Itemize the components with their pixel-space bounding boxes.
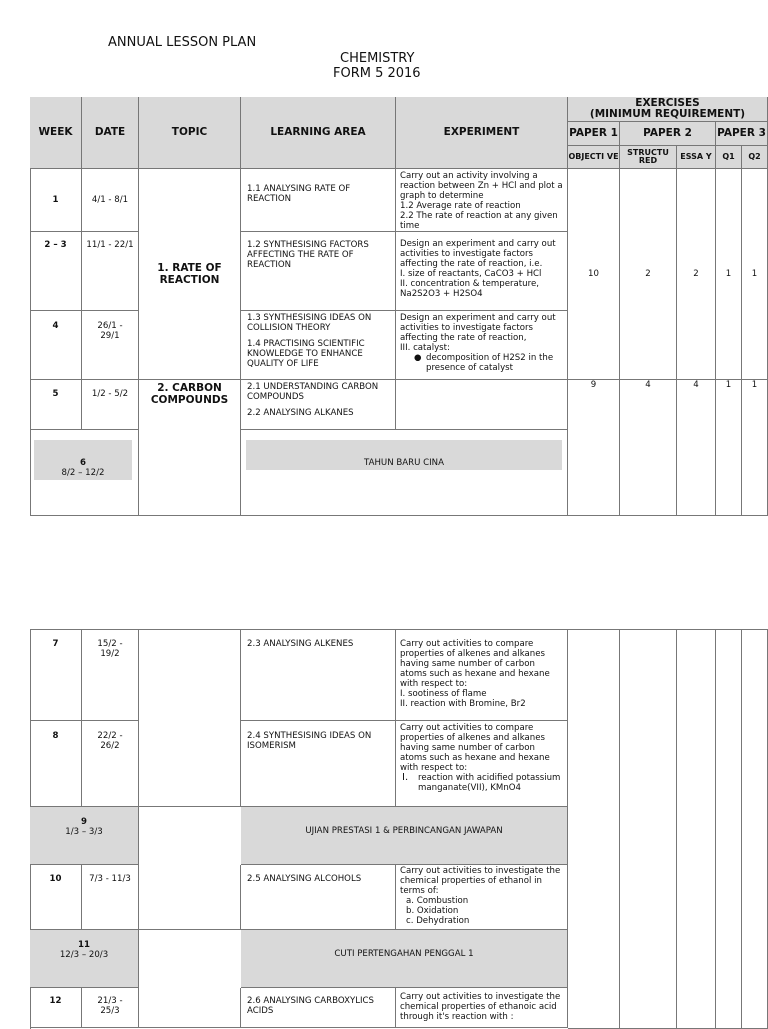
q2-count: 1 <box>742 169 768 380</box>
header-essay: ESSA Y <box>677 146 716 169</box>
experiment-item: I. size of reactants, CaCO3 + HCl <box>400 269 542 279</box>
learning-area-cell: 2.4 SYNTHESISING IDEAS ON ISOMERISM <box>241 721 396 807</box>
header-paper3: PAPER 3 <box>716 122 768 146</box>
week-cell: 1 <box>30 169 82 232</box>
exam-week-cell <box>30 807 139 865</box>
subject-title: CHEMISTRY <box>340 51 415 66</box>
holiday-week-box <box>34 440 132 480</box>
week-date: 8/2 – 12/2 <box>61 468 105 478</box>
learning-area-cell: 2.5 ANALYSING ALCOHOLS <box>241 865 396 930</box>
header-topic: TOPIC <box>139 97 241 169</box>
experiment-item: 2.2 The rate of reaction at any given time <box>400 211 558 231</box>
header-q1: Q1 <box>716 146 742 169</box>
experiment-text: Design an experiment and carry out activities to investigate factors affecting the rate of reaction, i.e. <box>400 239 556 269</box>
experiment-item <box>400 773 563 793</box>
week-date: 12/3 – 20/3 <box>59 950 109 960</box>
q1-count: 1 <box>716 380 742 516</box>
date-cell: 11/1 - 22/1 <box>82 232 139 311</box>
learning-area-item: 2.1 UNDERSTANDING CARBON COMPOUNDS <box>247 382 379 402</box>
header-paper2: PAPER 2 <box>620 122 716 146</box>
essay-column <box>677 629 716 1029</box>
week-cell: 8 <box>30 721 82 807</box>
holiday-note: TAHUN BARU CINA <box>246 440 562 470</box>
week-number: 11 <box>78 940 90 950</box>
experiment-cell <box>396 865 568 930</box>
learning-area-cell: 2.3 ANALYSING ALKENES <box>241 629 396 721</box>
q1-count: 1 <box>716 169 742 380</box>
date-cell: 15/2 - 19/2 <box>82 629 139 721</box>
header-week: WEEK <box>30 97 82 169</box>
experiment-item-text: reaction with acidified potassium manganate(VII), KMnO4 <box>418 773 561 793</box>
bullet-icon: ● <box>414 353 422 363</box>
learning-area-cell <box>241 311 396 380</box>
week-cell: 10 <box>30 865 82 930</box>
learning-area-cell <box>241 380 396 430</box>
header-q2: Q2 <box>742 146 768 169</box>
experiment-item: c. Dehydration <box>406 916 470 926</box>
holiday-week-cell <box>30 930 139 988</box>
objective-count: 9 <box>568 380 620 516</box>
date-cell: 4/1 - 8/1 <box>82 169 139 232</box>
header-learning-area: LEARNING AREA <box>241 97 396 169</box>
experiment-cell <box>396 169 568 232</box>
header-experiment: EXPERIMENT <box>396 97 568 169</box>
q2-count: 1 <box>742 380 768 516</box>
experiment-text: Carry out an activity involving a reaction between Zn + HCl and plot a graph to determine <box>400 171 563 201</box>
week-cell: 12 <box>30 988 82 1028</box>
week-cell: 2 – 3 <box>30 232 82 311</box>
week-number: 6 <box>80 458 86 468</box>
experiment-cell <box>396 629 568 721</box>
experiment-bullet-text: decomposition of H2S2 in the presence of catalyst <box>426 353 554 373</box>
structured-column <box>620 629 677 1029</box>
essay-count: 4 <box>677 380 716 516</box>
learning-area-item: 1.4 PRACTISING SCIENTIFIC KNOWLEDGE TO ENHANCE QUALITY OF LIFE <box>247 339 365 369</box>
experiment-bullet <box>400 353 563 373</box>
topic-cell: 2. CARBON COMPOUNDS <box>139 380 241 516</box>
experiment-text: Carry out activities to compare properties of alkenes and alkanes having same number of carbon atoms such as hexane and hexane with respect to: <box>400 723 550 773</box>
holiday-note: CUTI PERTENGAHAN PENGGAL 1 <box>241 930 568 988</box>
experiment-item: II. concentration & temperature, Na2S2O3 + H2SO4 <box>400 279 539 299</box>
exercises-label: EXERCISES <box>635 97 700 109</box>
objective-column <box>568 629 620 1029</box>
plan-title: ANNUAL LESSON PLAN <box>108 35 257 50</box>
q1-column <box>716 629 742 1029</box>
topic-cell <box>139 629 241 807</box>
experiment-item: b. Oxidation <box>406 906 459 916</box>
learning-area-item: 1.3 SYNTHESISING IDEAS ON COLLISION THEORY <box>247 313 372 333</box>
structured-count: 2 <box>620 169 677 380</box>
date-cell: 21/3 - 25/3 <box>82 988 139 1028</box>
week-cell: 7 <box>30 629 82 721</box>
holiday-cell <box>241 430 568 516</box>
experiment-text: Carry out activities to investigate the chemical properties of ethanoic acid through it's reaction with : <box>400 992 561 1022</box>
header-exercises <box>568 97 768 122</box>
week-date: 1/3 – 3/3 <box>65 827 103 837</box>
date-cell: 1/2 - 5/2 <box>82 380 139 430</box>
experiment-cell <box>396 380 568 430</box>
learning-area-item: 2.2 ANALYSING ALKANES <box>247 408 354 418</box>
header-date: DATE <box>82 97 139 169</box>
header-structured: STRUCTU RED <box>620 146 677 169</box>
experiment-text: Design an experiment and carry out activities to investigate factors affecting the rate of reaction, <box>400 313 556 343</box>
experiment-text: Carry out activities to compare properties of alkenes and alkanes having same number of carbon atoms such as hexane and hexane with respect to: <box>400 639 550 689</box>
experiment-item: 1.2 Average rate of reaction <box>400 201 521 211</box>
q2-column <box>742 629 768 1029</box>
experiment-cell <box>396 721 568 807</box>
date-cell: 26/1 - 29/1 <box>82 311 139 380</box>
topic-cell: 1. RATE OF REACTION <box>139 169 241 380</box>
experiment-cell <box>396 232 568 311</box>
experiment-item: I. sootiness of flame <box>400 689 487 699</box>
structured-count: 4 <box>620 380 677 516</box>
learning-area-cell: 1.1 ANALYSING RATE OF REACTION <box>241 169 396 232</box>
learning-area-cell: 2.6 ANALYSING CARBOXYLICS ACIDS <box>241 988 396 1028</box>
essay-count: 2 <box>677 169 716 380</box>
exam-note: UJIAN PRESTASI 1 & PERBINCANGAN JAWAPAN <box>241 807 568 865</box>
date-cell: 22/2 - 26/2 <box>82 721 139 807</box>
experiment-cell <box>396 311 568 380</box>
week-cell: 5 <box>30 380 82 430</box>
experiment-item: II. reaction with Bromine, Br2 <box>400 699 526 709</box>
experiment-item: a. Combustion <box>406 896 469 906</box>
header-objective: OBJECTI VE <box>568 146 620 169</box>
week-number: 9 <box>81 817 87 827</box>
objective-count: 10 <box>568 169 620 380</box>
topic-cell <box>139 865 241 930</box>
min-requirement-label: (MINIMUM REQUIREMENT) <box>589 108 746 120</box>
learning-area-cell: 1.2 SYNTHESISING FACTORS AFFECTING THE RATE OF REACTION <box>241 232 396 311</box>
week-cell: 4 <box>30 311 82 380</box>
experiment-item: III. catalyst: <box>400 343 450 353</box>
experiment-cell <box>396 988 568 1028</box>
experiment-text: Carry out activities to investigate the chemical properties of ethanol in terms of: <box>400 866 561 896</box>
roman-numeral: I. <box>402 772 409 783</box>
week-date-cell <box>30 430 139 516</box>
topic-cell <box>139 988 241 1028</box>
form-title: FORM 5 2016 <box>333 66 421 81</box>
date-cell: 7/3 - 11/3 <box>82 865 139 930</box>
header-paper1: PAPER 1 <box>568 122 620 146</box>
